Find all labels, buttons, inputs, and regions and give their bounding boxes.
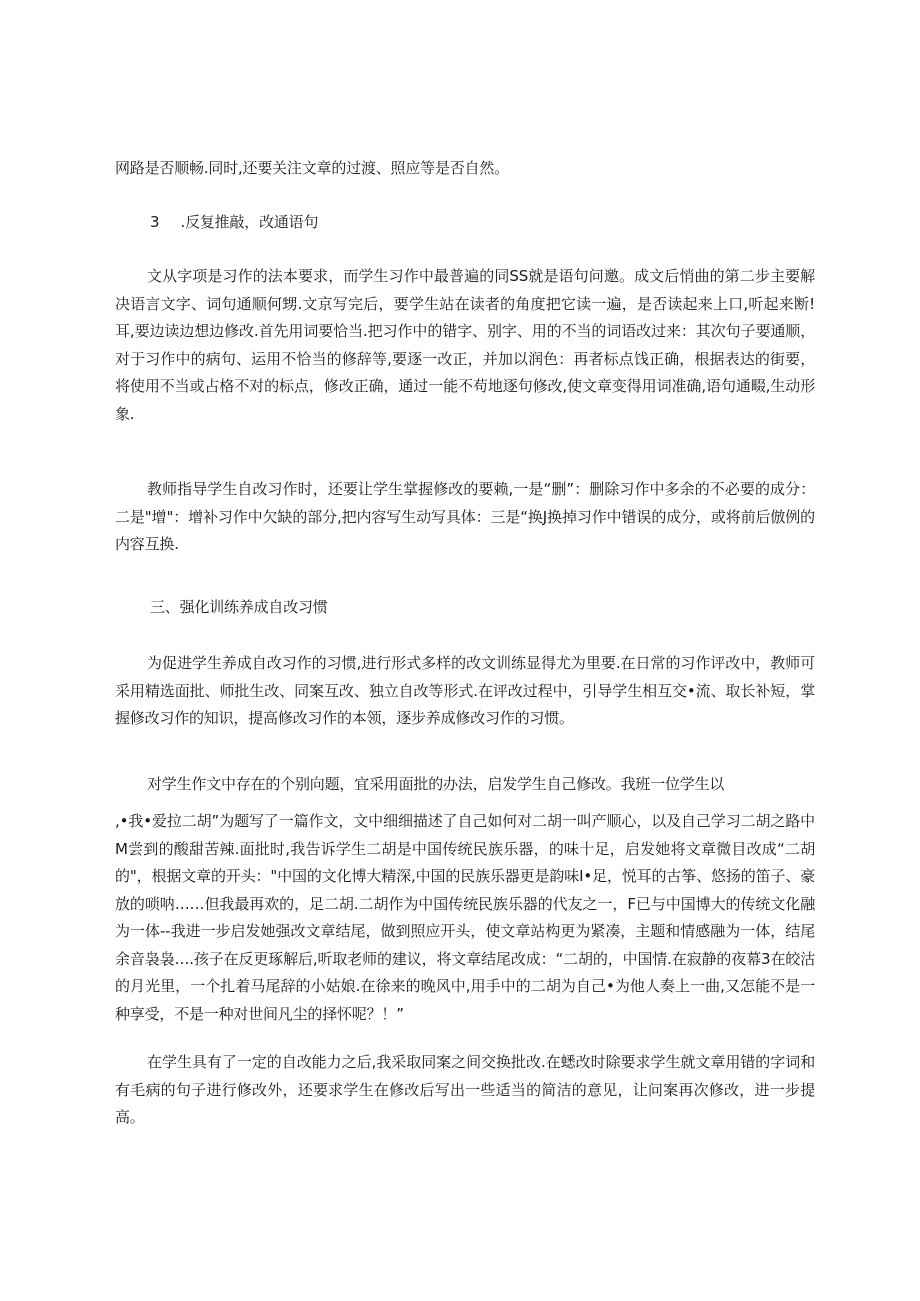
intro-line: 网路是否顺畅.同时,还要关注文章的过渡、照应等是否自然。 (115, 159, 509, 177)
section-number: 3 (150, 213, 160, 231)
paragraph-revision-methods: 教师指导学生自改习作时，还要让学生掌握修改的要赖,一是“删”：删除习作中多余的不必要的成分：二是"增"：增补习作中欠缺的部分,把内容写生动写具体：三是“换J换掉习作中错误的成分，或将前后倣例的内容互换. (115, 480, 815, 553)
paragraph-face-to-face-body: ,•我•爱拉二胡”为题写了一篇作文，文中细细描述了自己如何对二胡一叫产顺心，以及自己学习二胡之路中M尝到的酸甜苦辣.面批时,我告诉学生二胡是中国传统民族乐器，的味十足，启发她将文章微目改成“二胡的"，根据文章的开头："中国的文化博大精深,中国的民族乐器更是韵味I•足，悦耳的古筝、悠扬的笛子、豪放的唢呐……但我最再欢的，足二胡.二胡作为中国传统民族乐器的代友之一，F已与中国博大的传统文化融为一体--我进一步启发她强改文章结尾，做到照应开头，使文章站构更为紧凑，主题和情感融为一体，结尾余音袅袅….孩子在反更琢解后,听取老师的建议，将文章结尾改成：“二胡的，中国情.在寂静的夜幕3在皎沽的月光里，一个扎着马尾辞的小姑娘.在徐来的晚风中,用手中的二胡为自己•为他人奏上一曲,又怎能不是一种享受，不是一种对世间凡尘的择怀呢？！” (115, 812, 815, 1023)
section-title: .反复推敲，改通语句 (180, 213, 319, 231)
paragraph-revise-sentences: 文从字项是习作的法本要求，而学生习作中最普遍的同SS就是语句问邀。成文后悄曲的第二步主要解决语言文字、词句通顺何甥.文京写完后，要学生站在读者的角度把它读一遍，是否读起来上口,听起来断!耳,要边读边想边修改.首先用词要恰当.把习作中的错字、别字、用的不当的词语改过来：其次句子要通顺，对于习作中的病句、运用不恰当的修辞等,要逐一改正，并加以润色：再者标点饯正确，根据表达的街要，将使用不当或占格不对的标点，修改正确，通过一能不苟地逐句修改,使文章变得用词准确,语句通畷,生动形象. (115, 267, 815, 423)
paragraph-peer-exchange: 在学生具有了一定的自改能力之后,我采取同案之间交换批改.在蟋改时除要求学生就文章用错的字词和有毛病的句子进行修改外，还要求学生在修改后写出一些适当的简洁的意见，让问案再次修改，进一步提高。 (115, 1053, 815, 1126)
paragraph-training-habits: 为促进学生养成自改习作的习惯,进行形式多样的改文训练显得尤为里要.在日常的习作评改中，教师可采用精选面批、师批生改、同案互改、独立自改等形式.在评改过程中，引导学生相互交•流、取长补短，掌握修改习作的知识，提高修改习作的本领，逐步养成修改习作的习惯。 (115, 654, 815, 727)
section-heading-three: 三、强化训练养成自改习惯 (150, 598, 328, 616)
section-heading-3 (150, 211, 318, 233)
paragraph-face-to-face-first: 对学生作文中存在的个别向题，宜采用面批的办法，启发学生自己修改。我班一位学生以 (147, 775, 725, 793)
